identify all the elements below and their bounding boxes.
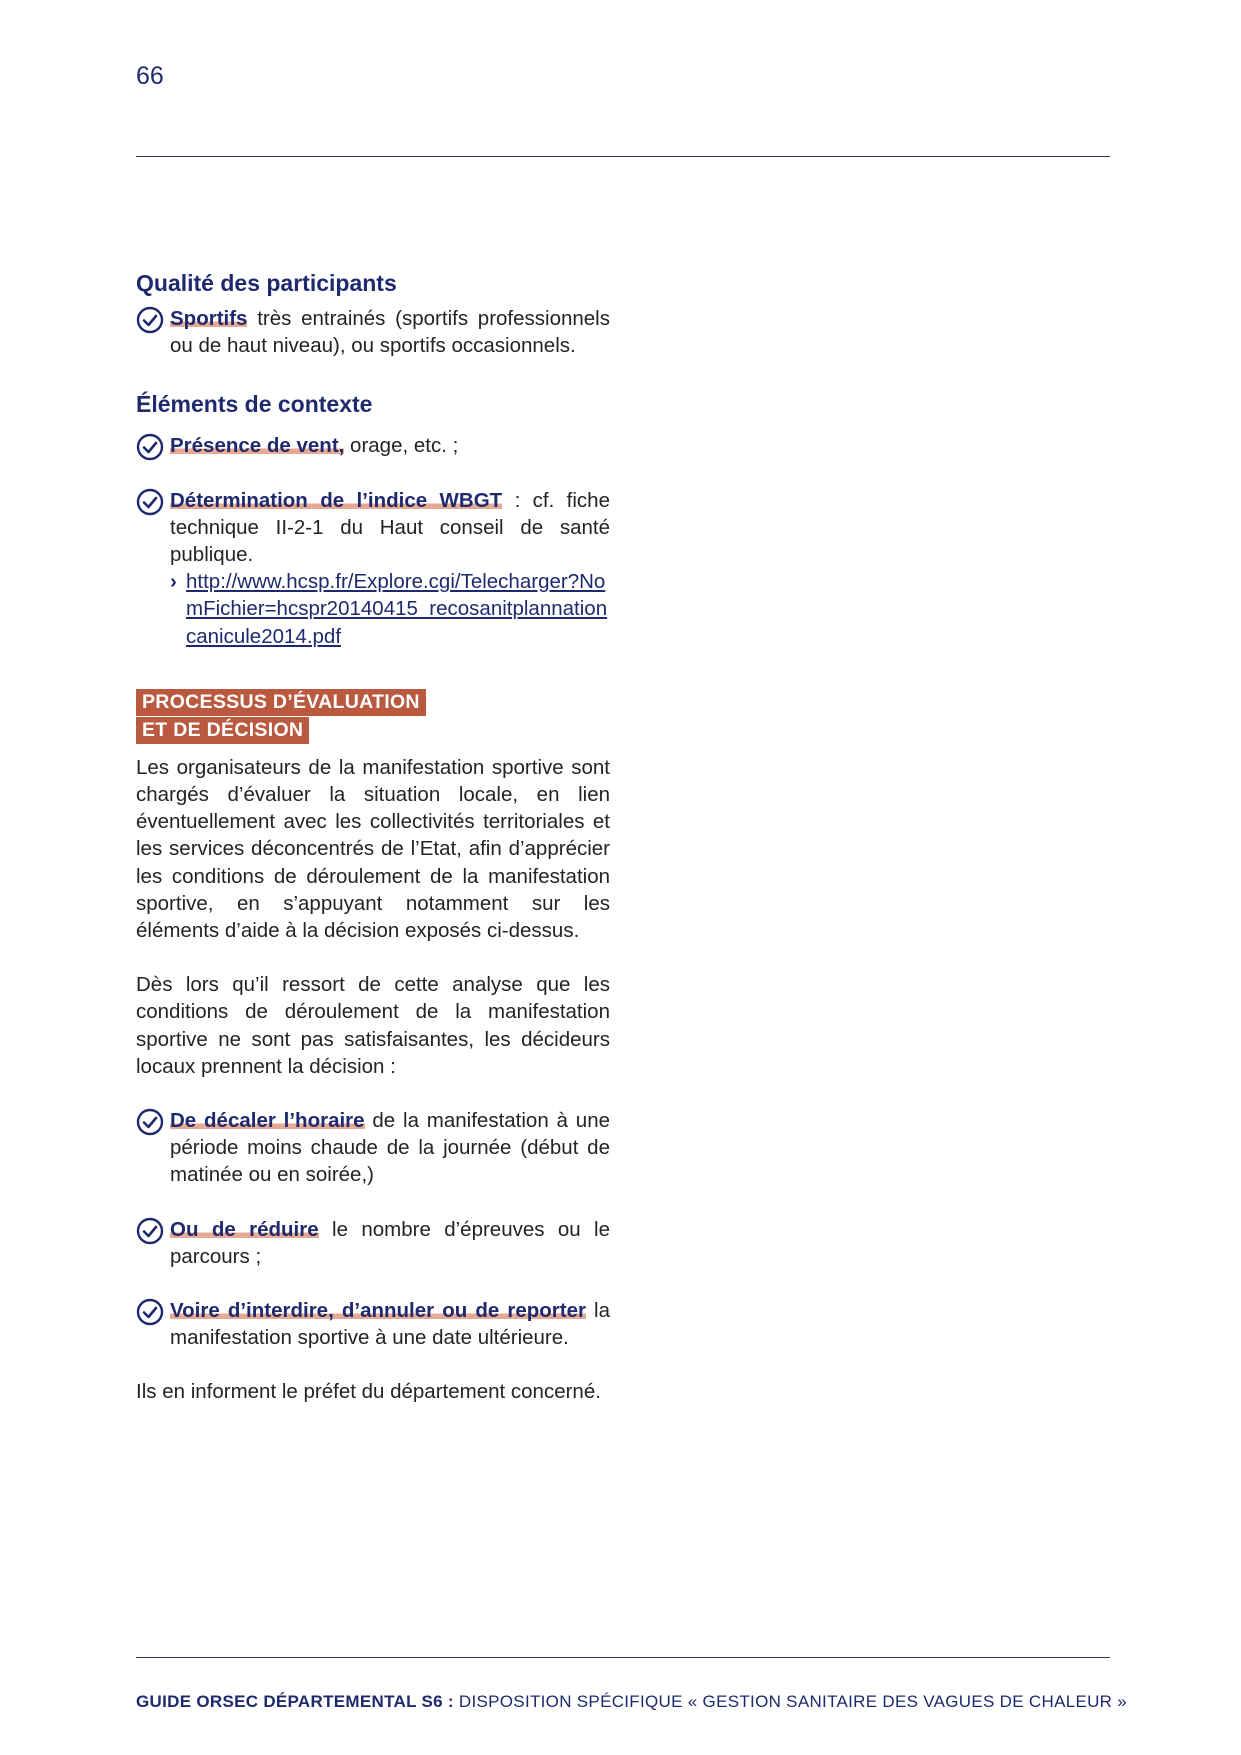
footer-rule [136,1657,1110,1658]
section-title-context: Éléments de contexte [136,391,373,418]
footer-guide-title: GUIDE ORSEC DÉPARTEMENTAL S6 : [136,1692,454,1711]
list-item [136,1297,610,1351]
banner-line-1: PROCESSUS D’ÉVALUATION [136,689,426,716]
check-circle-icon [136,1108,164,1136]
reference-link-line [136,568,610,650]
page-number: 66 [136,62,164,90]
check-circle-icon [136,1217,164,1245]
header-rule [136,156,1110,157]
context-list [136,432,610,568]
highlight-term: Détermination de l’indice WBGT [170,488,503,512]
banner-line-2: ET DE DÉCISION [136,717,309,744]
check-circle-icon [136,306,164,334]
highlight-term: Voire d’interdire, d’annuler ou de reporter [170,1299,586,1323]
highlight-term: Présence de vent, [170,434,345,458]
check-circle-icon [136,488,164,516]
paragraph: Ils en informent le préfet du département concerné. [136,1380,601,1404]
item-text: : cf. fiche technique II-2-1 du Haut conseil de santé publique. [170,488,610,567]
item-text: très entrainés (sportifs professionnels ou de haut niveau), ou sportifs occasionnels. [170,307,610,358]
process-banner [136,688,610,744]
section-title-participants: Qualité des participants [136,270,397,296]
item-text: le nombre d’épreuves ou le parcours ; [170,1217,610,1268]
list-item [136,487,610,569]
item-text: orage, etc. ; [344,434,459,458]
item-text: de la manifestation à une période moins chaude de la journée (début de matinée ou en soirée,) [170,1109,610,1187]
check-circle-icon [136,433,164,461]
hcsp-link[interactable]: http://www.hcsp.fr/Explore.cgi/Telecharger?NomFichier=hcspr20140415_recosanitplannationcanicule2014.pdf [186,570,608,648]
footer-subtitle: DISPOSITION SPÉCIFIQUE « GESTION SANITAIRE DES VAGUES DE CHALEUR » [453,1692,1128,1711]
main-column [136,268,610,1406]
item-text: la manifestation sportive à une date ultérieure. [170,1299,610,1350]
highlight-term: De décaler l’horaire [170,1109,365,1133]
list-item [136,305,610,359]
participants-list [136,305,610,359]
check-circle-icon [136,1298,164,1326]
list-item [136,1107,610,1189]
highlight-term: Ou de réduire [170,1217,319,1241]
paragraph: Les organisateurs de la manifestation sportive sont chargés d’évaluer la situation locale, en lien éventuellement avec les collectivités territoriales et les services déconcentrés de l’Etat, afin d’apprécier les conditions de déroulement de la manifestation sportive, en s’appuyant notamment sur les éléments d’aide à la décision exposés ci-dessus. [136,755,610,943]
paragraph: Dès lors qu’il ressort de cette analyse que les conditions de déroulement de la manifestation sportive ne sont pas satisfaisantes, les décideurs locaux prennent la décision : [136,973,610,1078]
footer [136,1692,1127,1712]
highlight-term: Sportifs [170,307,248,330]
list-item [136,1216,610,1270]
list-item [136,432,610,459]
chevron-right-icon: › [170,570,177,594]
decision-list [136,1107,610,1351]
